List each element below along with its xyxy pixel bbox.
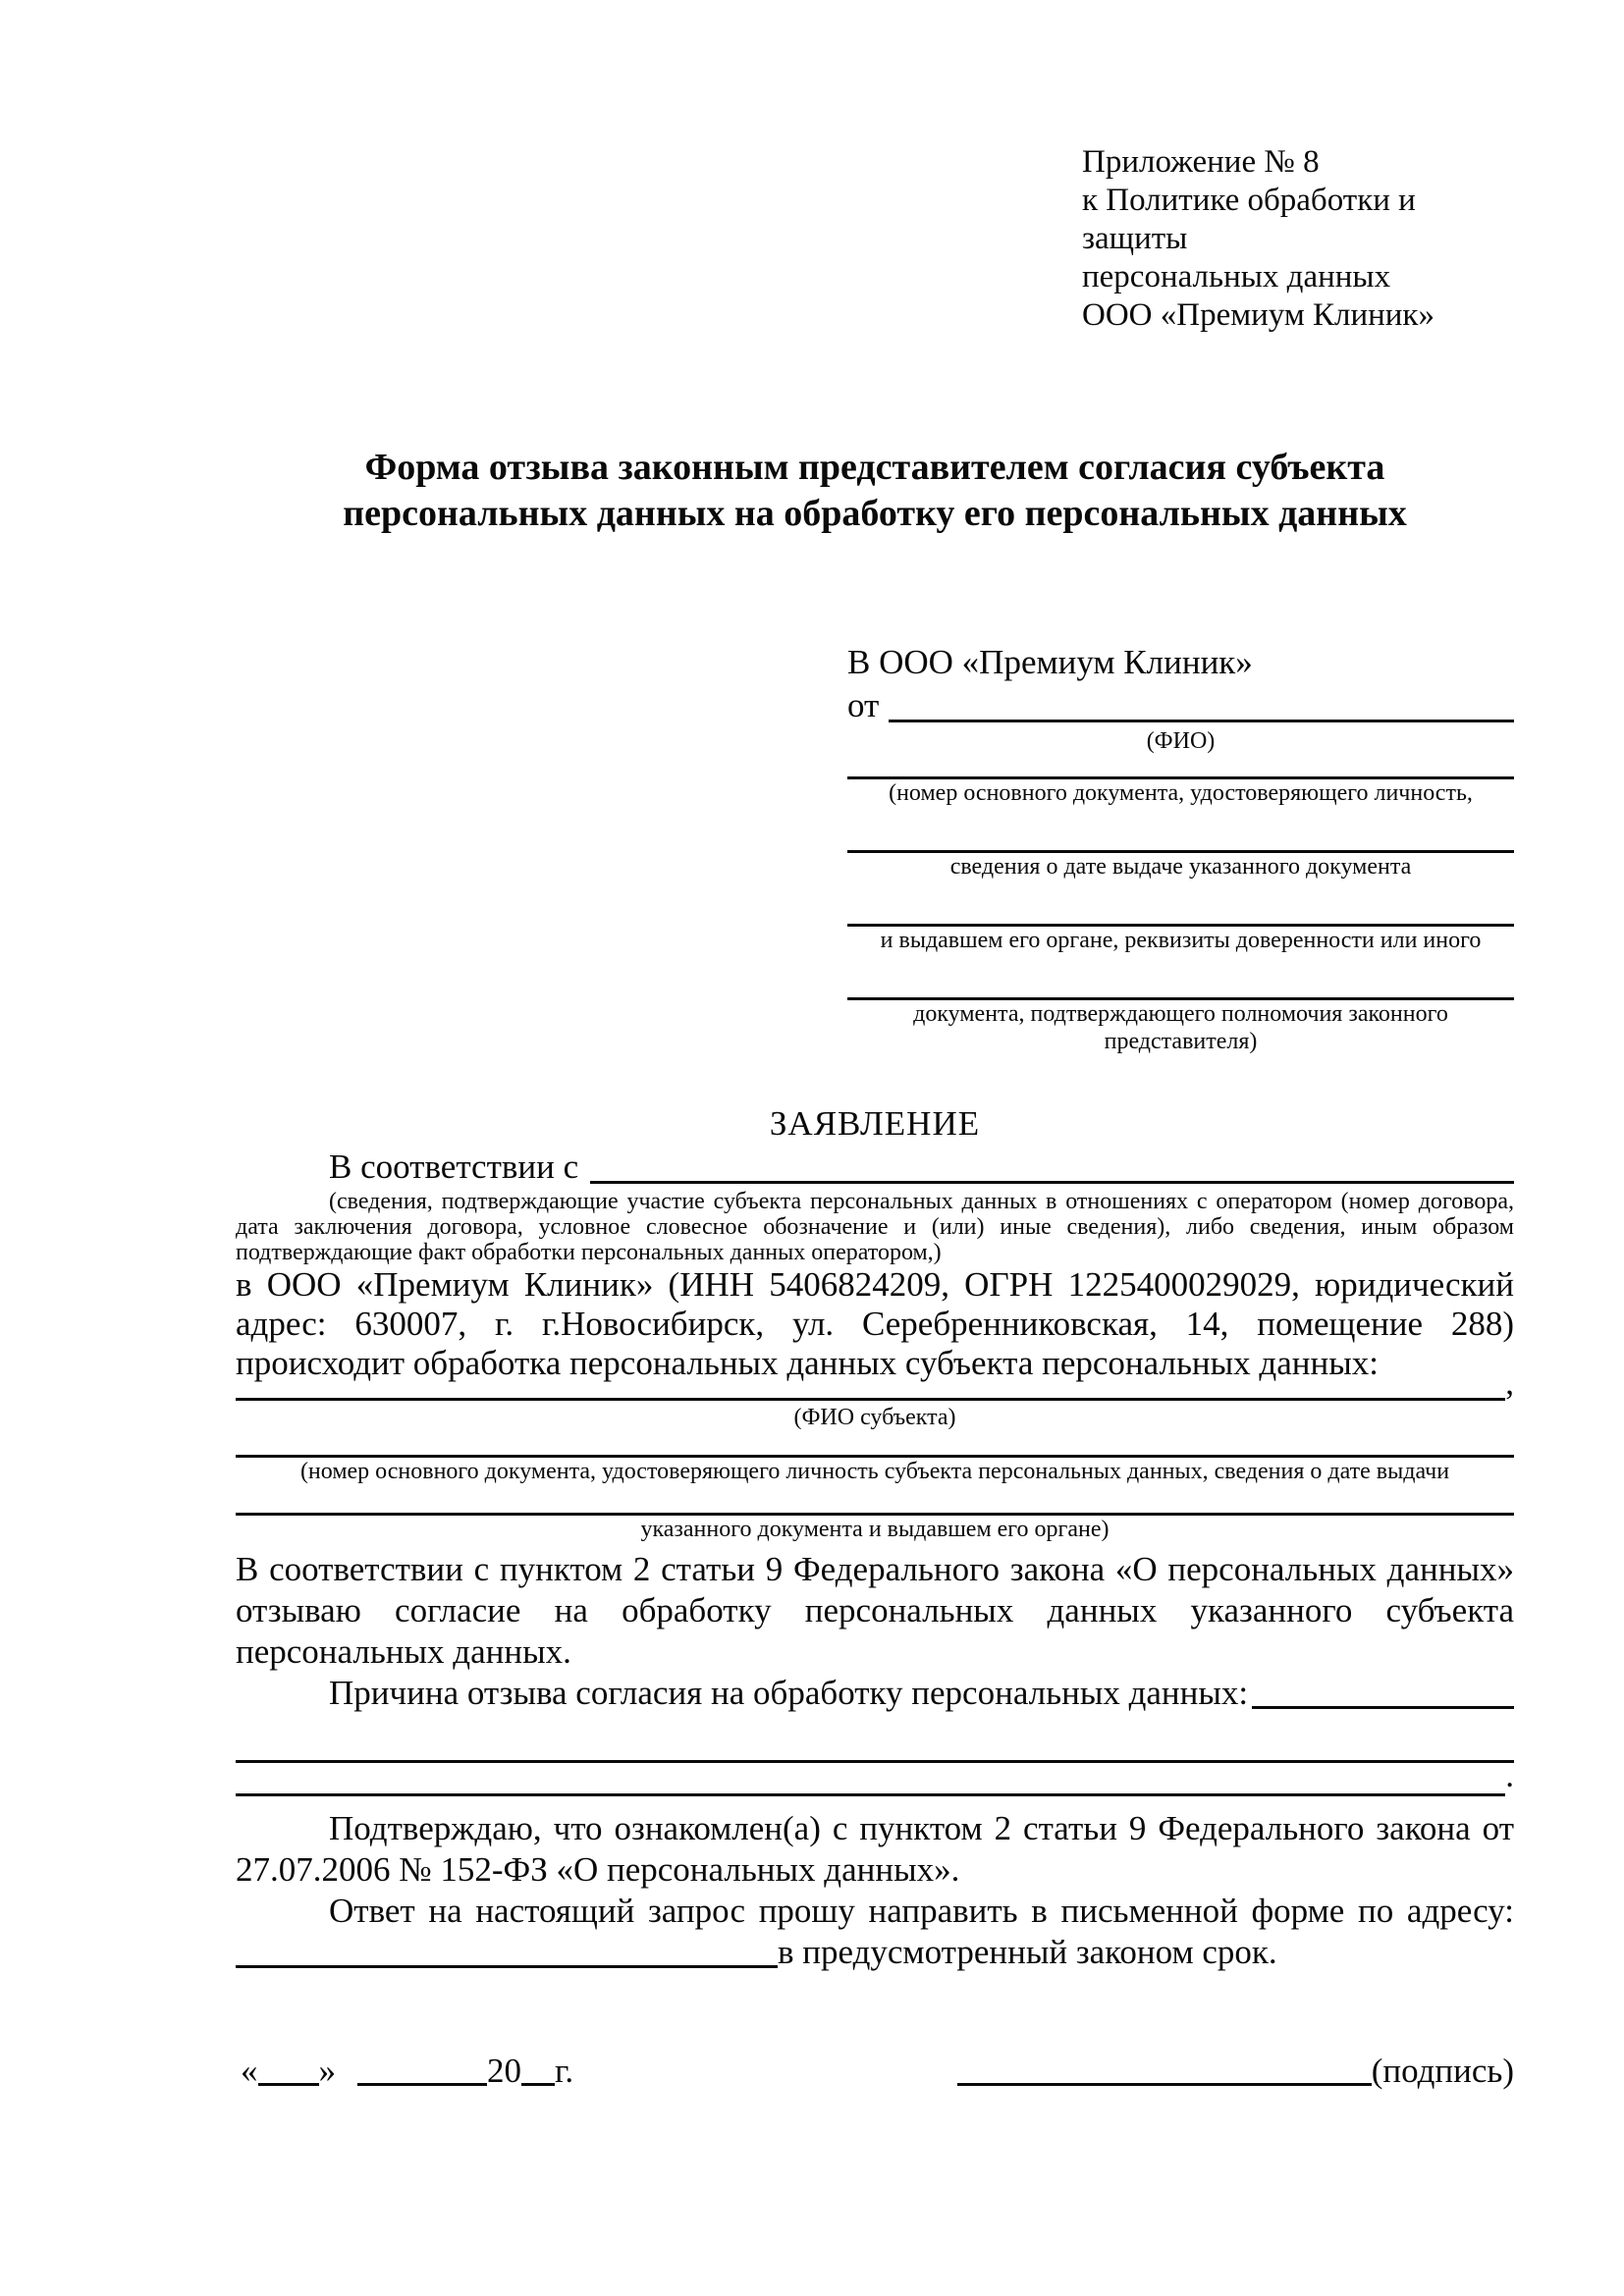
date-day-blank-line: [258, 2083, 319, 2086]
appendix-line-2: к Политике обработки и защиты: [1082, 183, 1416, 256]
response-address-row: [236, 1932, 1514, 1973]
representative-doc-caption-2: сведения о дате выдаче указанного документа: [949, 854, 1412, 880]
agreement-details-blank-line: [590, 1181, 1514, 1184]
subject-fio-row: [236, 1363, 1514, 1404]
appendix-line-3: персональных данных: [1082, 259, 1391, 294]
document-title-line-2: персональных данных на обработку его персональных данных: [343, 493, 1407, 534]
intro-caption: (сведения, подтверждающие участие субъекта персональных данных в отношениях с оператором (номер договора, дата заключения договора, условное словесное обозначение и (или) иные сведения), либо сведения, иным образом подтверждающие факт обработки персональных данных оператором,): [236, 1189, 1514, 1265]
representative-doc-caption-4: документа, подтверждающего полномочия законного представителя): [913, 1001, 1448, 1054]
date-year-prefix: 20: [487, 2052, 521, 2090]
response-request-line: Ответ на настоящий запрос прошу направить в письменной форме по адресу:: [329, 1892, 1514, 1930]
reason-answer-blank-line-2: [236, 1760, 1505, 1796]
statement-heading: ЗАЯВЛЕНИЕ: [769, 1104, 981, 1143]
from-row: [847, 684, 1514, 727]
subject-fio-caption: (ФИО субъекта): [793, 1405, 956, 1430]
reason-label: Причина отзыва согласия на обработку персональных данных:: [329, 1674, 1249, 1712]
signing-row: [236, 2050, 1514, 2093]
representative-doc-blank-line-3: [847, 881, 1514, 927]
from-label: от: [847, 686, 880, 724]
intro-label: В соответствии с: [329, 1148, 579, 1186]
representative-fio-blank-line: [889, 720, 1514, 722]
date-quote-close: »: [318, 2052, 336, 2090]
date-year-suffix: г.: [555, 2052, 574, 2090]
reason-answer-row-1: [236, 1726, 1514, 1763]
addressee-organization: В ООО «Премиум Клиник»: [847, 643, 1253, 681]
representative-doc-blank-line-2: [847, 807, 1514, 853]
subject-fio-comma: ,: [1505, 1363, 1514, 1402]
date-quote-open: «: [241, 2052, 258, 2090]
addressee-block: [847, 641, 1514, 1055]
reason-answer-blank-line-1: [236, 1723, 1514, 1763]
date-month-blank-line: [357, 2083, 487, 2086]
subject-doc-blank-line-1: [236, 1431, 1514, 1458]
document-title: [236, 445, 1514, 537]
appendix-line-1: Приложение № 8: [1082, 144, 1320, 180]
appendix-line-4: ООО «Премиум Клиник»: [1082, 297, 1435, 333]
withdrawal-paragraph: В соответствии с пунктом 2 статьи 9 Федерального закона «О персональных данных» отзываю согласие на обработку персональных данных указанного субъекта персональных данных.: [236, 1550, 1514, 1671]
acknowledgement-paragraph: Подтверждаю, что ознакомлен(а) с пунктом 2 статьи 9 Федерального закона от 27.07.2006 № 152-ФЗ «О персональных данных».: [236, 1809, 1514, 1889]
response-address-blank-line: [236, 1965, 778, 1968]
subject-doc-caption-1: (номер основного документа, удостоверяющего личность субъекта персональных данных, сведения о дате выдачи: [299, 1459, 1450, 1484]
signature-caption: (подпись): [1371, 2052, 1514, 2090]
reason-answer-row-2: [236, 1756, 1514, 1796]
subject-doc-blank-line-2: [236, 1485, 1514, 1516]
representative-doc-blank-line-1: [847, 755, 1514, 779]
intro-row: [236, 1146, 1514, 1189]
subject-doc-caption-2: указанного документа и выдавшем его органе): [640, 1517, 1110, 1542]
representative-doc-blank-line-4: [847, 954, 1514, 1000]
date-year-blank-line: [521, 2083, 555, 2086]
subject-fio-blank-line: [236, 1377, 1505, 1401]
reason-row: [236, 1673, 1514, 1714]
signature-blank-line: [957, 2083, 1372, 2086]
operator-paragraph: в ООО «Премиум Клиник» (ИНН 5406824209, ОГРН 1225400029029, юридический адрес: 630007, г. г.Новосибирск, ул. Серебренниковская, 14, помещение 288) происходит обработка персональных данных субъекта персональных данных:: [236, 1265, 1514, 1382]
reason-blank-line: [1252, 1706, 1514, 1709]
appendix-header: [1082, 143, 1514, 335]
document-title-line-1: Форма отзыва законным представителем согласия субъекта: [364, 447, 1385, 488]
date-field: [241, 2050, 573, 2093]
response-suffix: в предусмотренный законом срок.: [778, 1933, 1277, 1971]
reason-period: .: [1505, 1756, 1514, 1794]
signature-field: [957, 2050, 1514, 2093]
representative-doc-caption-3: и выдавшем его органе, реквизиты доверенности или иного: [880, 928, 1482, 953]
fio-caption: (ФИО): [1146, 728, 1216, 754]
representative-doc-caption-1: (номер основного документа, удостоверяющего личность,: [889, 780, 1473, 806]
